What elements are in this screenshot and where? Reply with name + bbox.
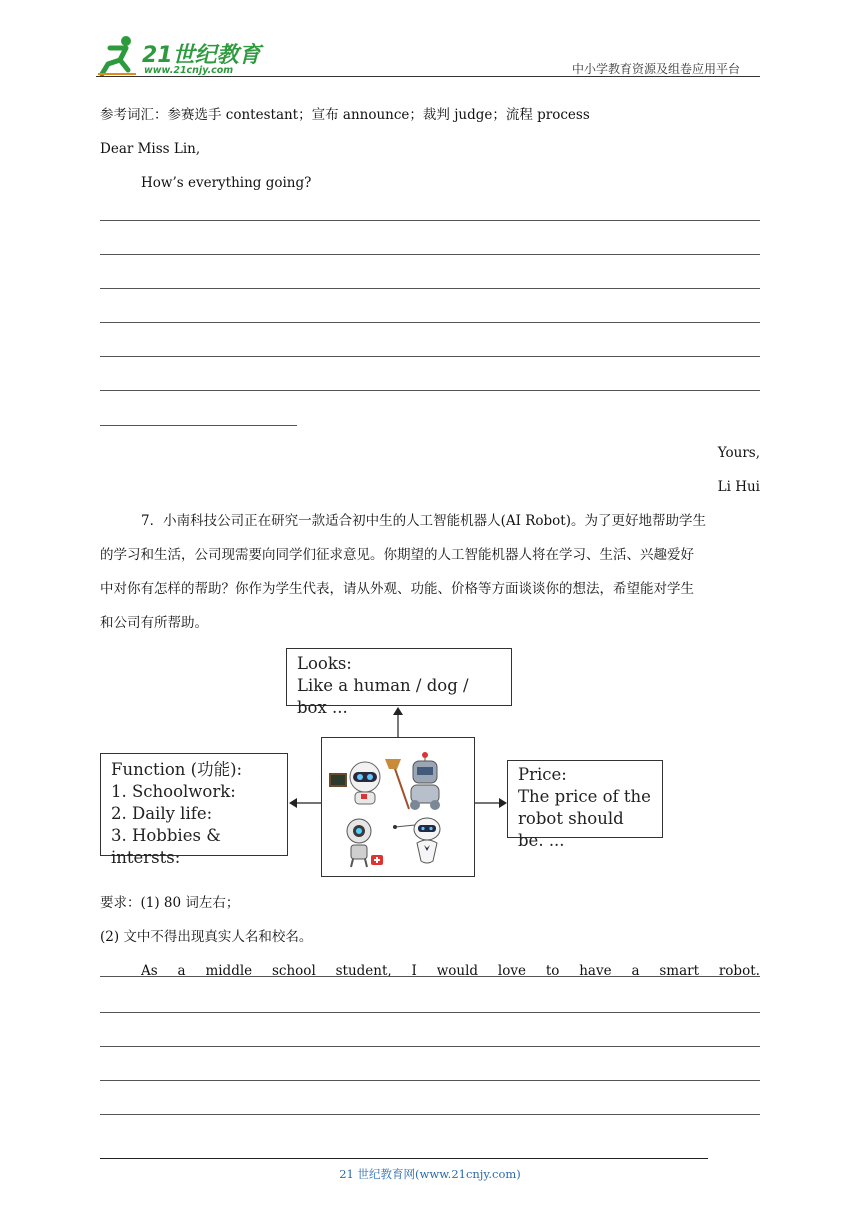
starter-word: middle	[205, 963, 253, 979]
starter-word: a	[631, 963, 640, 979]
starter-word: I	[411, 963, 417, 979]
starter-word: robot.	[718, 963, 760, 979]
answer-line	[100, 288, 760, 289]
answer-line	[100, 356, 760, 357]
price-label: Price:	[518, 765, 567, 784]
price-box	[507, 760, 663, 850]
starter-word: to	[545, 963, 560, 979]
letter-greeting: Dear Miss Lin,	[100, 141, 201, 157]
looks-label: Looks:	[297, 654, 352, 673]
requirement-2: (2) 文中不得出现真实人名和校名。	[100, 929, 313, 945]
price-text-2: robot should be. ...	[518, 809, 624, 850]
answer-line	[100, 220, 760, 221]
robots-illustration-icon	[323, 739, 473, 875]
platform-name: 中小学教育资源及组卷应用平台	[572, 62, 741, 76]
footer-text: 21 世纪教育网(www.21cnjy.com)	[339, 1167, 521, 1181]
requirement-1: 要求：(1) 80 词左右；	[100, 895, 240, 911]
letter-signature: Li Hui	[717, 479, 760, 495]
function-label: Function (功能):	[111, 760, 243, 779]
q7-prompt-line-4: 和公司有所帮助。	[100, 615, 208, 631]
starter-sentence	[141, 962, 760, 980]
starter-word: student,	[335, 963, 392, 979]
q7-prompt-line-2: 的学习和生活，公司现需要向同学们征求意见。你期望的人工智能机器人将在学习、生活、兴趣爱好	[100, 547, 694, 563]
answer-line	[100, 1114, 760, 1115]
starter-word: smart	[659, 963, 699, 979]
robot-image-box	[321, 737, 475, 877]
header-rule	[96, 76, 760, 77]
answer-line	[100, 254, 760, 255]
looks-box	[286, 648, 512, 717]
function-box	[100, 753, 288, 867]
letter-opening: How’s everything going?	[141, 175, 312, 191]
letter-closing: Yours,	[717, 445, 760, 461]
logo-url: www.21cnjy.com	[144, 65, 234, 76]
function-item-hobbies: 3. Hobbies & intersts:	[111, 826, 221, 867]
header-logo	[96, 34, 266, 78]
starter-word: school	[272, 963, 316, 979]
price-text-1: The price of the	[518, 787, 651, 806]
starter-word: would	[436, 963, 479, 979]
answer-line	[100, 390, 760, 391]
answer-line-short	[100, 425, 297, 426]
answer-line	[100, 976, 760, 977]
footer-rule	[100, 1158, 708, 1159]
answer-line	[100, 322, 760, 323]
q7-prompt-line-3: 中对你有怎样的帮助？你作为学生代表，请从外观、功能、价格等方面谈谈你的想法，希望能对学生	[100, 581, 694, 597]
arrow-left-icon	[288, 797, 322, 809]
starter-word: a	[177, 963, 186, 979]
starter-word: As	[141, 963, 158, 979]
answer-line	[100, 1012, 760, 1013]
runner-logo-icon	[96, 34, 140, 76]
function-item-daily-life: 2. Daily life:	[111, 804, 213, 823]
arrow-up-icon	[392, 706, 404, 738]
logo-title: 21世纪教育	[142, 43, 261, 68]
looks-text: Like a human / dog / box ...	[297, 676, 469, 717]
q7-prompt-line-1: 7．小南科技公司正在研究一款适合初中生的人工智能机器人(AI Robot)。为了更好地帮助学生	[141, 513, 706, 529]
starter-word: have	[579, 963, 612, 979]
starter-word: love	[497, 963, 526, 979]
answer-line	[100, 1080, 760, 1081]
arrow-right-icon	[474, 797, 508, 809]
vocab-hint: 参考词汇：参赛选手 contestant；宣布 announce；裁判 judge；流程 process	[100, 107, 590, 123]
function-item-schoolwork: 1. Schoolwork:	[111, 782, 236, 801]
answer-line	[100, 1046, 760, 1047]
